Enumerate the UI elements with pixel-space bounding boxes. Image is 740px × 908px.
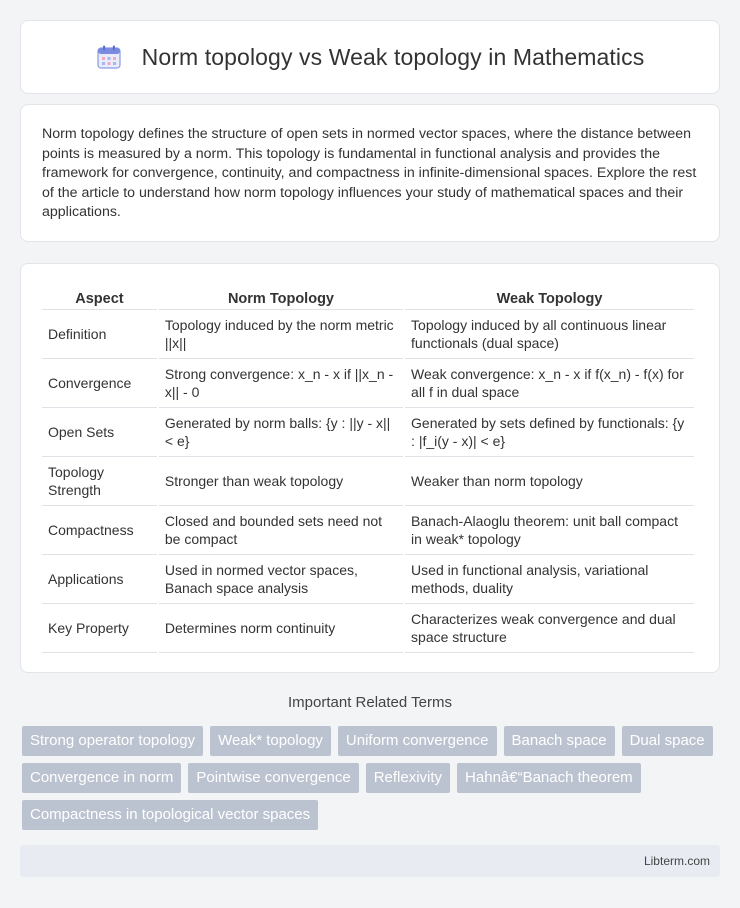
table-row [42,359,694,408]
norm-topology-cell: Closed and bounded sets need not be compact [159,506,403,555]
aspect-cell: Compactness [42,506,157,555]
weak-topology-cell: Weaker than norm topology [405,457,694,506]
aspect-cell: Convergence [42,359,157,408]
related-term-tag[interactable]: Reflexivity [366,763,450,793]
related-term-tag[interactable]: Uniform convergence [338,726,497,756]
weak-topology-cell: Generated by sets defined by functionals: {y : |f_i(y - x)| < e} [405,408,694,457]
norm-topology-cell: Used in normed vector spaces, Banach space analysis [159,555,403,604]
norm-topology-cell: Determines norm continuity [159,604,403,653]
weak-topology-cell: Topology induced by all continuous linear functionals (dual space) [405,310,694,359]
header-card [20,20,720,94]
weak-topology-cell: Banach-Alaoglu theorem: unit ball compact in weak* topology [405,506,694,555]
weak-topology-cell: Characterizes weak convergence and dual space structure [405,604,694,653]
intro-paragraph: Norm topology defines the structure of open sets in normed vector spaces, where the distance between points is measured by a norm. This topology is fundamental in functional analysis and provides the framework for convergence, continuity, and compactness in infinite-dimensional spaces. Explore the rest of the article to understand how norm topology influences your study of mathematical spaces and their applications. [42,126,697,221]
table-row [42,506,694,555]
weak-topology-cell: Weak convergence: x_n - x if f(x_n) - f(x) for all f in dual space [405,359,694,408]
page-title: Norm topology vs Weak topology in Mathematics [141,43,645,70]
footer [20,845,720,877]
table-row [42,457,694,506]
table-row [42,604,694,653]
aspect-cell: Definition [42,310,157,359]
norm-topology-cell: Topology induced by the norm metric ||x|| [159,310,403,359]
related-term-tag[interactable]: Banach space [504,726,615,756]
column-header-weak-topology: Weak Topology [405,284,694,310]
comparison-table [40,284,696,653]
related-term-tag[interactable]: Hahnâ€“Banach theorem [457,763,641,793]
aspect-cell: Key Property [42,604,157,653]
calendar-icon [96,44,122,70]
column-header-aspect: Aspect [42,284,157,310]
related-term-tag[interactable]: Compactness in topological vector spaces [22,800,318,830]
comparison-table-card [20,263,720,673]
aspect-cell: Applications [42,555,157,604]
aspect-cell: Topology Strength [42,457,157,506]
table-header-row [42,284,694,310]
table-row [42,408,694,457]
table-row [42,310,694,359]
related-term-tag[interactable]: Dual space [622,726,713,756]
related-term-tag[interactable]: Convergence in norm [22,763,181,793]
related-term-tag[interactable]: Pointwise convergence [188,763,358,793]
related-term-tag[interactable]: Weak* topology [210,726,331,756]
norm-topology-cell: Stronger than weak topology [159,457,403,506]
related-terms-heading: Important Related Terms [288,694,452,711]
intro-card [20,104,720,242]
footer-brand-link[interactable]: Libterm.com [643,854,710,868]
norm-topology-cell: Strong convergence: x_n - x if ||x_n - x|| - 0 [159,359,403,408]
column-header-norm-topology: Norm Topology [159,284,403,310]
aspect-cell: Open Sets [42,408,157,457]
related-terms-list [22,726,722,837]
norm-topology-cell: Generated by norm balls: {y : ||y - x|| < e} [159,408,403,457]
related-term-tag[interactable]: Strong operator topology [22,726,203,756]
weak-topology-cell: Used in functional analysis, variational methods, duality [405,555,694,604]
table-row [42,555,694,604]
